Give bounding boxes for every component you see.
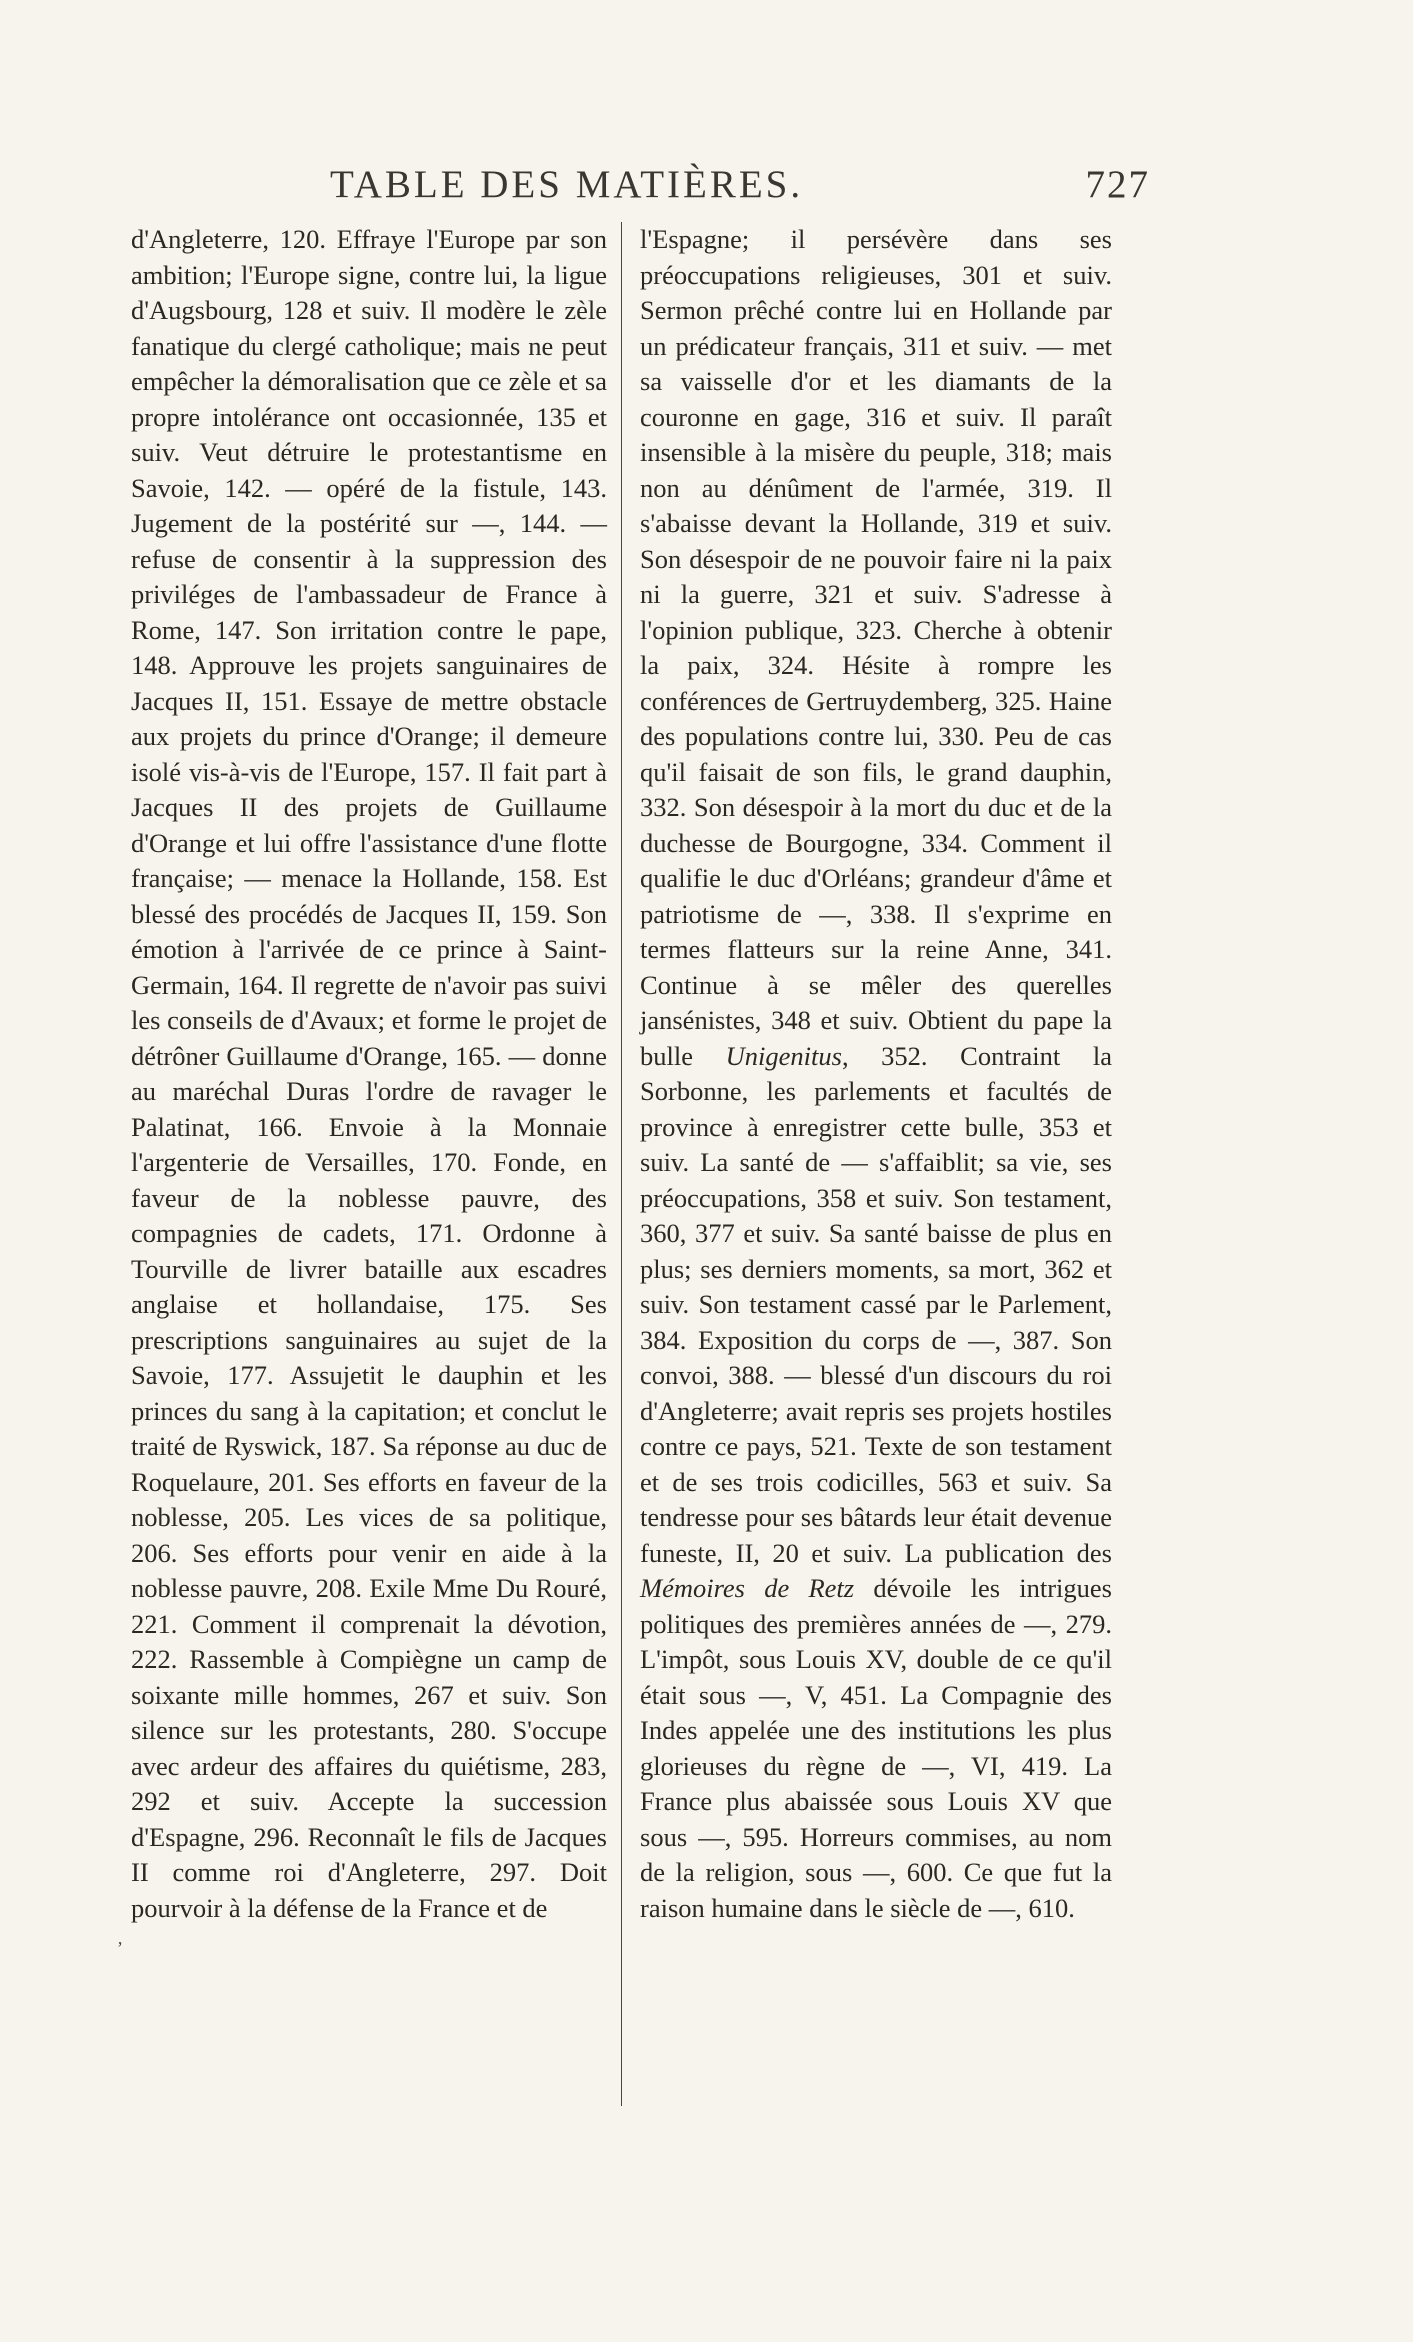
right-text-part-2: , 352. Contraint la Sorbonne, les parlements et facultés de province à enregistrer cette bulle, 353 et suiv. La santé de — s'affaiblit; sa vie, ses préoccupations, 358 et suiv. Son testament, 360, 377 et suiv. Sa santé baisse de plus en plus; ses derniers moments, sa mort, 362 et suiv. Son testament cassé par le Parlement, 384. Exposition du corps de —, 387. Son convoi, 388. — blessé d'un discours du roi d'Angleterre; avait repris ses projets hostiles contre ce pays, 521. Texte de son testament et de ses trois codicilles, 563 et suiv. Sa tendresse pour ses bâtards leur était devenue funeste, II, 20 et suiv. La publication des xyxy=(640,1040,1113,1568)
right-text-part-3: dévoile les intrigues politiques des premières années de —, 279. L'impôt, sous Louis XV, double de ce qu'il était sous —, V, 451. La Compagnie des Indes appelée une des institutions les plus glorieuses du règne de —, VI, 419. La France plus abaissée sous Louis XV que sous —, 595. Horreurs commises, au nom de la religion, sous —, 600. Ce que fut la raison humaine dans le siècle de —, 610. xyxy=(640,1573,1112,1923)
italic-title-memoires-de-retz: Mémoires de Retz xyxy=(640,1573,855,1603)
right-column-text xyxy=(640,222,1112,1926)
margin-mark: ‚ xyxy=(117,1928,123,1948)
running-head xyxy=(330,162,1150,207)
right-column xyxy=(640,222,1112,1926)
running-title: TABLE DES MATIÈRES. xyxy=(330,163,804,206)
right-text-part-1: l'Espagne; il persévère dans ses préoccupations religieuses, 301 et suiv. Sermon prêché contre lui en Hollande par un prédicateur français, 311 et suiv. — met sa vaisselle d'or et les diamants de la couronne en gage, 316 et suiv. Il paraît insensible à la misère du peuple, 318; mais non au dénûment de l'armée, 319. Il s'abaisse devant la Hollande, 319 et suiv. Son désespoir de ne pouvoir faire ni la paix ni la guerre, 321 et suiv. S'adresse à l'opinion publique, 323. Cherche à obtenir la paix, 324. Hésite à rompre les conférences de Gertruydemberg, 325. Haine des populations contre lui, 330. Peu de cas qu'il faisait de son fils, le grand dauphin, 332. Son désespoir à la mort du duc et de la duchesse de Bourgogne, 334. Comment il qualifie le duc d'Orléans; grandeur d'âme et patriotisme de —, 338. Il s'exprime en termes flatteurs sur la reine Anne, 341. Continue à se mêler des querelles jansénistes, 348 et suiv. Obtient du pape la bulle xyxy=(640,224,1112,1071)
left-column-text: d'Angleterre, 120. Effraye l'Europe par son ambition; l'Europe signe, contre lui, la ligue d'Augsbourg, 128 et suiv. Il modère le zèle fanatique du clergé catholique; mais ne peut empêcher la démoralisation que ce zèle et sa propre intolérance ont occasionnée, 135 et suiv. Veut détruire le protestantisme en Savoie, 142. — opéré de la fistule, 143. Jugement de la postérité sur —, 144. — refuse de consentir à la suppression des priviléges de l'ambassadeur de France à Rome, 147. Son irritation contre le pape, 148. Approuve les projets sanguinaires de Jacques II, 151. Essaye de mettre obstacle aux projets du prince d'Orange; il demeure isolé vis-à-vis de l'Europe, 157. Il fait part à Jacques II des projets de Guillaume d'Orange et lui offre l'assistance d'une flotte française; — menace la Hollande, 158. Est blessé des procédés de Jacques II, 159. Son émotion à l'arrivée de ce prince à Saint-Germain, 164. Il regrette de n'avoir pas suivi les conseils de d'Avaux; et forme le projet de détrôner Guillaume d'Orange, 165. — donne au maréchal Duras l'ordre de ravager le Palatinat, 166. Envoie à la Monnaie l'argenterie de Versailles, 170. Fonde, en faveur de la noblesse pauvre, des compagnies de cadets, 171. Ordonne à Tourville de livrer bataille aux escadres anglaise et hollandaise, 175. Ses prescriptions sanguinaires au sujet de la Savoie, 177. Assujetit le dauphin et les princes du sang à la capitation; et conclut le traité de Ryswick, 187. Sa réponse au duc de Roquelaure, 201. Ses efforts en faveur de la noblesse, 205. Les vices de sa politique, 206. Ses efforts pour venir en aide à la noblesse pauvre, 208. Exile Mme Du Rouré, 221. Comment il comprenait la dévotion, 222. Rassemble à Compiègne un camp de soixante mille hommes, 267 et suiv. Son silence sur les protestants, 280. S'occupe avec ardeur des affaires du quiétisme, 283, 292 et suiv. Accepte la succession d'Espagne, 296. Reconnaît le fils de Jacques II comme roi d'Angleterre, 297. Doit pourvoir à la défense de la France et de xyxy=(131,224,607,1923)
page-number: 727 xyxy=(1085,163,1150,206)
left-column xyxy=(131,222,607,1926)
italic-title-unigenitus: Unigenitus xyxy=(725,1040,842,1071)
column-divider xyxy=(621,222,622,2106)
